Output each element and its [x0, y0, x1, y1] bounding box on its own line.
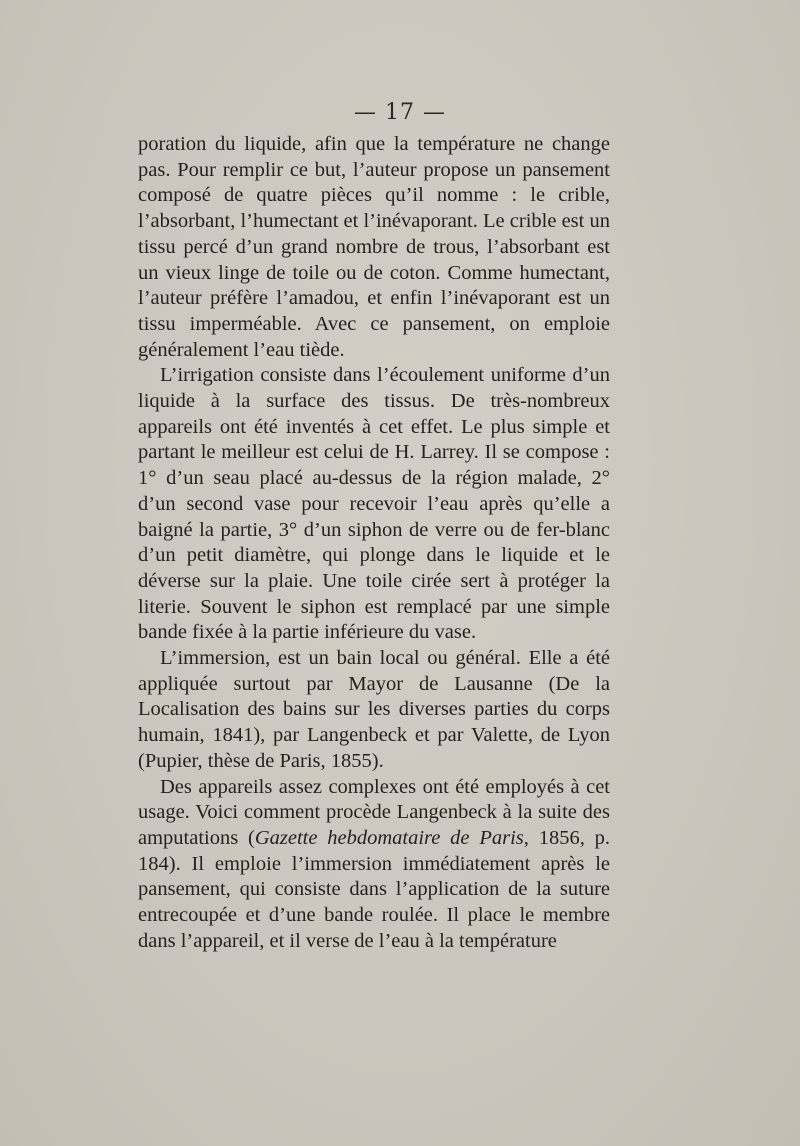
paragraph-2: L’irrigation consiste dans l’écoulement uniforme d’un liquide à la surface des tissus. De très-nombreux appareils ont été inventés à cet effet. Le plus simple et partant le meilleur est celui de H. Larrey. Il se compose : 1° d’un seau placé au-dessus de la région malade, 2° d’un second vase pour recevoir l’eau après qu’elle a baigné la partie, 3° d’un siphon de verre ou de fer-blanc d’un petit diamètre, qui plonge dans le liquide et le déverse sur la plaie. Une toile cirée sert à protéger la literie. Souvent le siphon est remplacé par une simple bande fixée à la partie inférieure du vase.	[138, 364, 610, 644]
paragraph-1: poration du liquide, afin que la température ne change pas. Pour remplir ce but, l’auteur propose un pansement composé de quatre pièces qu’il nomme : le crible, l’absorbant, l’humectant et l’inévaporant. Le crible est un tissu percé d’un grand nombre de trous, l’absorbant est un vieux linge de toile ou de coton. Comme humectant, l’auteur préfère l’amadou, et enfin l’inévaporant est un tissu imperméable. Avec ce pansement, on emploie généralement l’eau tiède.	[138, 133, 610, 361]
page-number: — 17 —	[354, 100, 446, 125]
body-text	[138, 132, 610, 955]
paragraph-4	[138, 775, 610, 955]
paragraph-4-after: , 1856, p. 184). Il emploie l’immersion immédiatement après le pansement, qui consiste dans l’application de la suture entrecoupée et d’une bande roulée. Il place le membre dans l’appareil, et il verse de l’eau à la température	[138, 826, 610, 952]
paragraph-3: L’immersion, est un bain local ou général. Elle a été appliquée surtout par Mayor de Lausanne (De la Localisation des bains sur les diverses parties du corps humain, 1841), par Langenbeck et par Valette, de Lyon (Pupier, thèse de Paris, 1855).	[138, 647, 610, 772]
journal-title: Gazette hebdomataire de Paris	[254, 826, 524, 849]
paragraph-4-before: Des appareils assez complexes ont été employés à cet usage. Voici comment procède Langenbeck à la suite des amputations (	[138, 775, 610, 849]
